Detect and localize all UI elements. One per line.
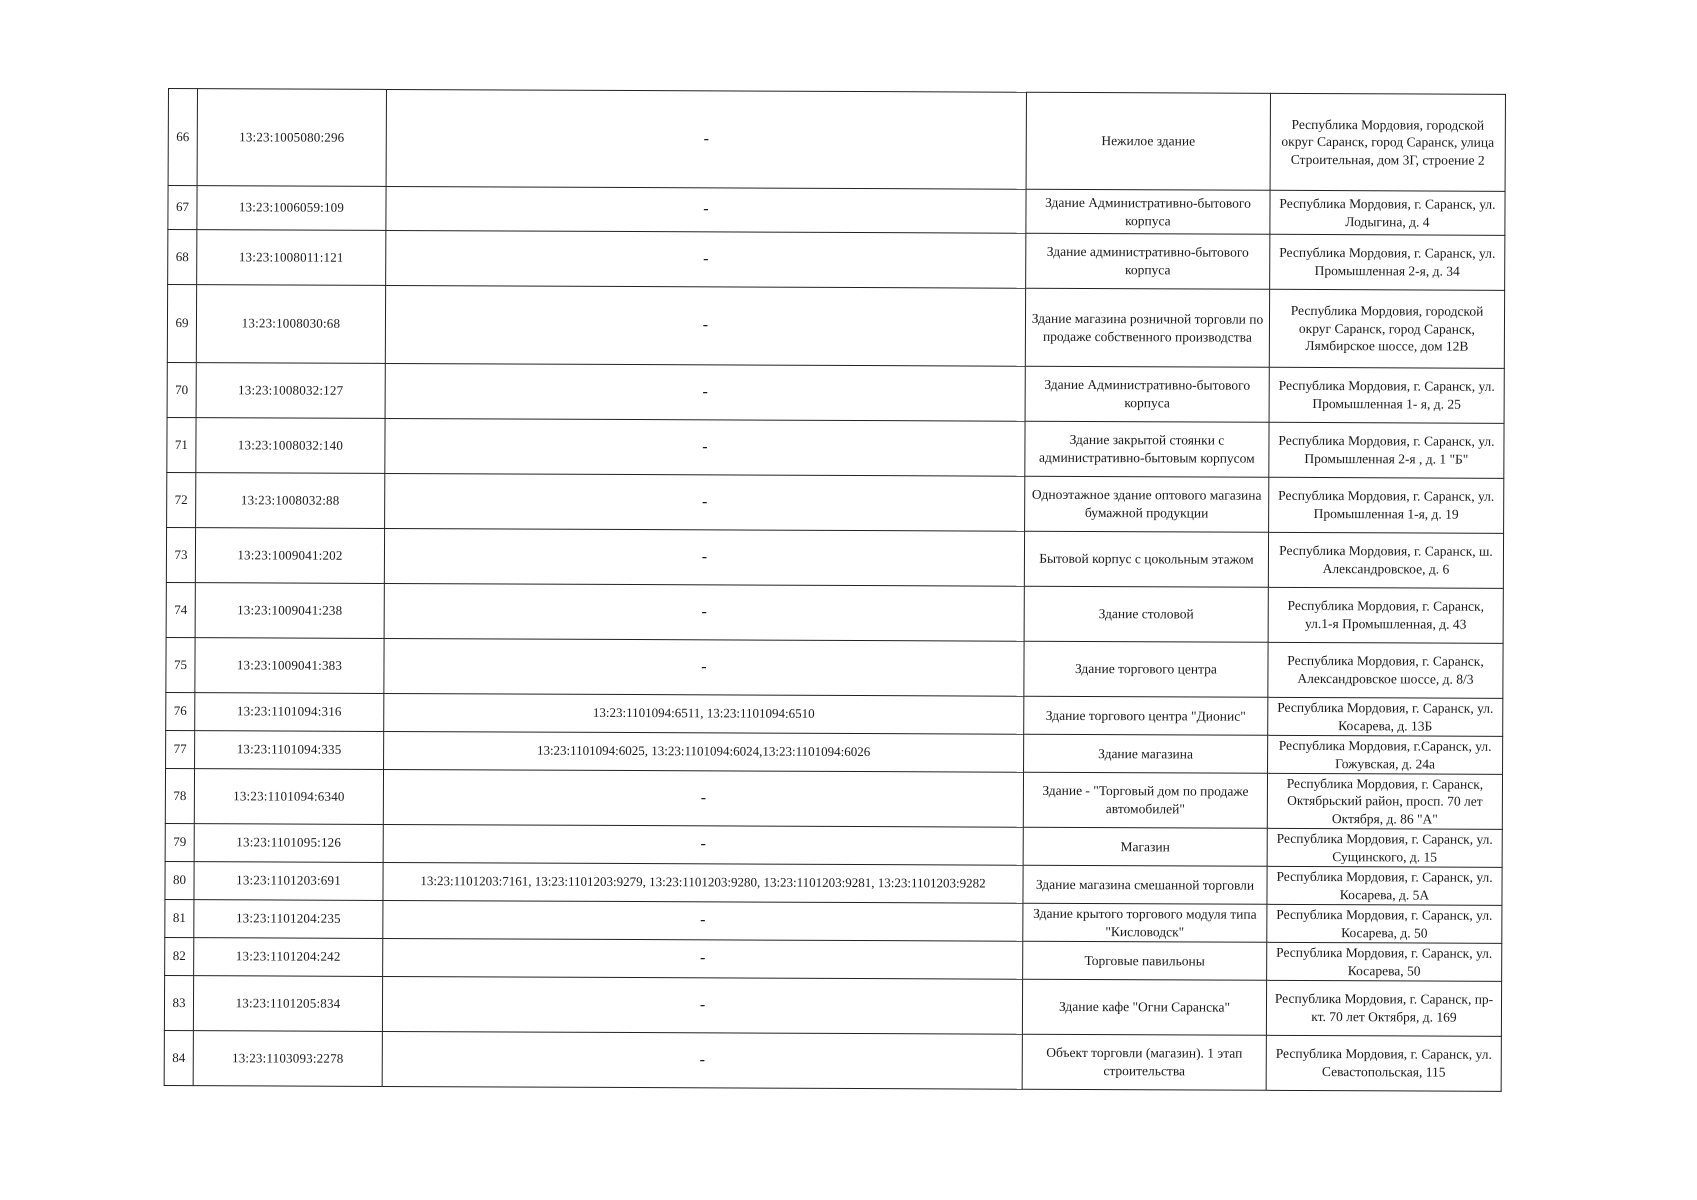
cadastral-number: 13:23:1008030:68 (196, 285, 385, 364)
cadastral-number: 13:23:1101204:242 (194, 938, 383, 977)
object-name: Здание торгового центра "Дионис" (1024, 696, 1268, 735)
object-name: Здание - "Торговый дом по продаже автомобилей" (1023, 772, 1267, 828)
part-cadastral-numbers: - (385, 418, 1025, 476)
part-cadastral-numbers: - (383, 938, 1023, 979)
row-number: 72 (167, 472, 196, 527)
object-address: Республика Мордовия, г. Саранск, Александровское шоссе, д. 8/3 (1268, 642, 1503, 698)
cadastral-number: 13:23:1008032:127 (196, 363, 385, 419)
table-row (165, 937, 1502, 981)
object-address: Республика Мордовия, г. Саранск, ул. Косарева, д. 5А (1267, 866, 1502, 905)
cadastral-number: 13:23:1008011:121 (197, 230, 386, 286)
object-name: Одноэтажное здание оптового магазина бумажной продукции (1025, 476, 1269, 532)
object-address: Республика Мордовия, г. Саранск, ул. Лодыгина, д. 4 (1270, 190, 1505, 235)
row-number: 82 (165, 937, 194, 975)
cadastral-number: 13:23:1101095:126 (194, 824, 383, 863)
cadastral-number: 13:23:1101094:6340 (194, 769, 383, 825)
object-address: Республика Мордовия, г. Саранск, ул. Промышленная 2-я , д. 1 "Б" (1269, 422, 1504, 478)
table-row (167, 285, 1504, 369)
part-cadastral-numbers: - (386, 186, 1026, 233)
object-address: Республика Мордовия, г. Саранск, ш. Александровское, д. 6 (1268, 532, 1503, 588)
part-cadastral-numbers: - (384, 638, 1024, 696)
object-name: Здание магазина розничной торговли по продаже собственного производства (1025, 288, 1269, 367)
cadastral-number: 13:23:1008032:140 (196, 418, 385, 474)
cadastral-number: 13:23:1101094:316 (195, 693, 384, 732)
cadastral-number: 13:23:1009041:238 (195, 583, 384, 639)
object-address: Республика Мордовия, городской округ Саранск, город Саранск, улица Строительная, дом 3Г, строение 2 (1270, 93, 1505, 191)
part-cadastral-numbers: 13:23:1101094:6511, 13:23:1101094:6510 (384, 693, 1024, 734)
part-cadastral-numbers: - (383, 900, 1023, 941)
property-table (164, 88, 1506, 1092)
object-name: Магазин (1023, 827, 1267, 866)
object-name: Здание Административно-бытового корпуса (1025, 366, 1269, 422)
row-number: 74 (166, 582, 195, 637)
part-cadastral-numbers: - (384, 583, 1024, 641)
part-cadastral-numbers: - (385, 285, 1025, 366)
object-address: Республика Мордовия, г. Саранск, ул. Косарева, д. 50 (1267, 904, 1502, 943)
part-cadastral-numbers: - (385, 363, 1025, 421)
table-row (166, 582, 1503, 643)
table-row (165, 823, 1502, 867)
table-row (167, 472, 1504, 533)
cadastral-number: 13:23:1103093:2278 (193, 1031, 382, 1087)
object-name: Здание магазина (1024, 734, 1268, 773)
object-address: Республика Мордовия, г. Саранск, ул. Косарева, 50 (1267, 942, 1502, 981)
object-name: Здание кафе "Огни Саранска" (1022, 979, 1266, 1035)
table-body (164, 89, 1505, 1092)
row-number: 80 (165, 861, 194, 899)
part-cadastral-numbers: 13:23:1101203:7161, 13:23:1101203:9279, 13:23:1101203:9280, 13:23:1101203:9281, 13:23:1101203:9282 (383, 862, 1023, 903)
table-row (165, 768, 1502, 829)
table-row (165, 861, 1502, 905)
object-address: Республика Мордовия, городской округ Саранск, город Саранск, Лямбирское шоссе, дом 12В (1269, 289, 1504, 368)
cadastral-number: 13:23:1006059:109 (197, 186, 386, 231)
part-cadastral-numbers: 13:23:1101094:6025, 13:23:1101094:6024,13:23:1101094:6026 (384, 731, 1024, 772)
row-number: 81 (165, 899, 194, 937)
row-number: 70 (167, 362, 196, 417)
cadastral-number: 13:23:1101205:834 (193, 976, 382, 1032)
cadastral-number: 13:23:1009041:202 (195, 528, 384, 584)
part-cadastral-numbers: - (384, 528, 1024, 586)
cadastral-number: 13:23:1101204:235 (194, 900, 383, 939)
table-row (168, 230, 1505, 291)
row-number: 66 (168, 89, 197, 186)
part-cadastral-numbers: - (383, 824, 1023, 865)
object-address: Республика Мордовия, г. Саранск, ул. Севастопольская, 115 (1266, 1035, 1501, 1091)
object-address: Республика Мордовия, г. Саранск, ул.1-я Промышленная, д. 43 (1268, 587, 1503, 643)
table-row (166, 527, 1503, 588)
object-address: Республика Мордовия, г. Саранск, пр-кт. 70 лет Октября, д. 169 (1266, 980, 1501, 1036)
table-row (168, 186, 1505, 236)
cadastral-number: 13:23:1101094:335 (195, 731, 384, 770)
object-address: Республика Мордовия, г.Саранск, ул. Гожувская, д. 24а (1268, 735, 1503, 774)
object-name: Бытовой корпус с цокольным этажом (1024, 531, 1268, 587)
object-address: Республика Мордовия, г. Саранск, ул. Сущинского, д. 15 (1267, 828, 1502, 867)
object-name: Здание административно-бытового корпуса (1026, 233, 1270, 289)
row-number: 73 (166, 527, 195, 582)
table-row (166, 692, 1503, 736)
row-number: 83 (164, 975, 193, 1030)
part-cadastral-numbers: - (383, 769, 1023, 827)
cadastral-number: 13:23:1005080:296 (197, 89, 386, 187)
table-row (166, 637, 1503, 698)
object-name: Здание Административно-бытового корпуса (1026, 189, 1270, 234)
row-number: 67 (168, 186, 197, 230)
object-name: Нежилое здание (1026, 92, 1270, 190)
object-name: Здание крытого торгового модуля типа "Кисловодск" (1023, 903, 1267, 942)
row-number: 76 (166, 692, 195, 730)
row-number: 77 (166, 730, 195, 768)
table-row (165, 899, 1502, 943)
object-address: Республика Мордовия, г. Саранск, ул. Промышленная 1-я, д. 19 (1269, 477, 1504, 533)
object-address: Республика Мордовия, г. Саранск, ул. Промышленная 2-я, д. 34 (1270, 234, 1505, 290)
cadastral-number: 13:23:1008032:88 (196, 473, 385, 529)
cadastral-number: 13:23:1009041:383 (195, 638, 384, 694)
part-cadastral-numbers: - (382, 1031, 1022, 1089)
table-row (164, 1030, 1501, 1091)
object-name: Здание закрытой стоянки с административно-бытовым корпусом (1025, 421, 1269, 477)
row-number: 68 (168, 230, 197, 285)
row-number: 71 (167, 417, 196, 472)
row-number: 75 (166, 637, 195, 692)
row-number: 78 (165, 768, 194, 823)
table-row (164, 975, 1501, 1036)
part-cadastral-numbers: - (385, 473, 1025, 531)
object-address: Республика Мордовия, г. Саранск, ул. Косарева, д. 13Б (1268, 697, 1503, 736)
part-cadastral-numbers: - (382, 976, 1022, 1034)
row-number: 79 (165, 823, 194, 861)
object-address: Республика Мордовия, г. Саранск, ул. Промышленная 1- я, д. 25 (1269, 367, 1504, 423)
table-row (167, 417, 1504, 478)
table-row (168, 89, 1505, 192)
object-name: Объект торговли (магазин). 1 этап строительства (1022, 1034, 1266, 1090)
part-cadastral-numbers: - (386, 230, 1026, 288)
part-cadastral-numbers: - (386, 89, 1026, 189)
object-name: Здание столовой (1024, 586, 1268, 642)
row-number: 84 (164, 1030, 193, 1085)
object-address: Республика Мордовия, г. Саранск, Октябрьский район, просп. 70 лет Октября, д. 86 "А" (1267, 773, 1502, 829)
table-row (167, 362, 1504, 423)
object-name: Здание магазина смешанной торговли (1023, 865, 1267, 904)
object-name: Торговые павильоны (1023, 941, 1267, 980)
row-number: 69 (167, 285, 196, 363)
cadastral-number: 13:23:1101203:691 (194, 862, 383, 901)
table-row (166, 730, 1503, 774)
object-name: Здание торгового центра (1024, 641, 1268, 697)
